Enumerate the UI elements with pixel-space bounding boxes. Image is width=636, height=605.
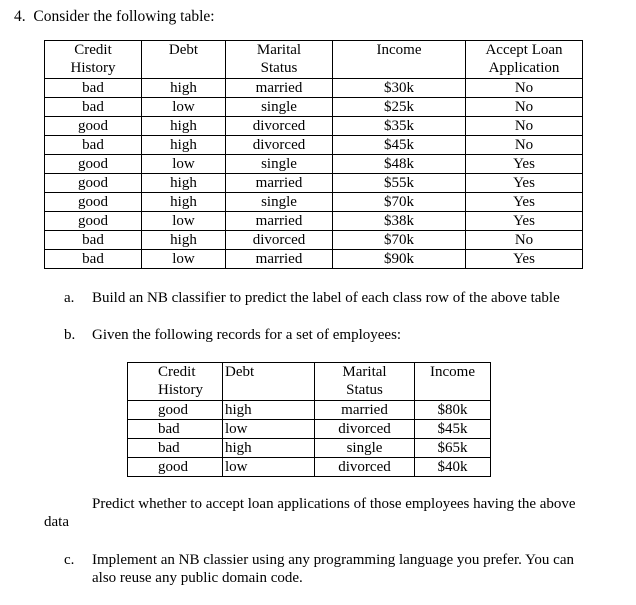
part-b-label: b. xyxy=(64,327,76,343)
table-cell: married xyxy=(226,174,333,193)
table-row xyxy=(45,212,583,231)
table-cell: low xyxy=(142,98,226,117)
table-cell: high xyxy=(142,193,226,212)
table-cell: bad xyxy=(45,79,142,98)
table-row xyxy=(45,231,583,250)
table-cell: $38k xyxy=(333,212,466,231)
table-cell: Yes xyxy=(466,193,583,212)
table-row xyxy=(128,439,491,458)
question-number: 4. xyxy=(14,8,26,25)
test-header-marital-status: Marital Status xyxy=(315,363,415,401)
table-cell: No xyxy=(466,231,583,250)
table-cell: married xyxy=(226,250,333,269)
part-b-instruction-cont: data xyxy=(44,514,69,530)
table-row xyxy=(45,79,583,98)
table-cell: single xyxy=(226,155,333,174)
training-table-header xyxy=(45,41,583,79)
table-cell: $25k xyxy=(333,98,466,117)
part-c-line1: Implement an NB classier using any programming language you prefer. You can xyxy=(92,552,574,568)
table-cell: No xyxy=(466,136,583,155)
table-cell: Yes xyxy=(466,250,583,269)
table-cell: $45k xyxy=(333,136,466,155)
table-cell: No xyxy=(466,79,583,98)
test-header-debt: Debt xyxy=(223,363,315,401)
table-cell: low xyxy=(223,458,315,477)
table-cell: low xyxy=(142,155,226,174)
table-cell: divorced xyxy=(226,136,333,155)
table-cell: married xyxy=(315,401,415,420)
table-cell: high xyxy=(142,231,226,250)
table-cell: Yes xyxy=(466,174,583,193)
part-b-instruction: Predict whether to accept loan applications of those employees having the above xyxy=(92,496,576,512)
question-title xyxy=(14,8,215,26)
header-marital-status: Marital Status xyxy=(226,41,333,79)
table-cell: $90k xyxy=(333,250,466,269)
table-cell: low xyxy=(142,212,226,231)
table-row xyxy=(45,117,583,136)
part-a-label: a. xyxy=(64,290,75,306)
test-header-income: Income xyxy=(415,363,491,401)
table-cell: good xyxy=(45,155,142,174)
table-cell: good xyxy=(45,212,142,231)
table-cell: bad xyxy=(45,250,142,269)
table-cell: $70k xyxy=(333,231,466,250)
table-cell: No xyxy=(466,98,583,117)
header-accept-loan: Accept Loan Application xyxy=(466,41,583,79)
table-cell: good xyxy=(45,117,142,136)
part-a-text: Build an NB classifier to predict the label of each class row of the above table xyxy=(92,290,560,306)
table-cell: $45k xyxy=(415,420,491,439)
table-row xyxy=(45,98,583,117)
table-cell: $55k xyxy=(333,174,466,193)
training-table xyxy=(44,40,583,269)
header-credit-history: Credit History xyxy=(45,41,142,79)
table-cell: bad xyxy=(128,439,223,458)
table-row xyxy=(45,174,583,193)
table-row xyxy=(45,136,583,155)
table-row xyxy=(128,401,491,420)
table-cell: Yes xyxy=(466,212,583,231)
table-cell: low xyxy=(223,420,315,439)
table-cell: high xyxy=(142,79,226,98)
table-cell: single xyxy=(226,193,333,212)
table-cell: Yes xyxy=(466,155,583,174)
table-row xyxy=(45,155,583,174)
table-cell: bad xyxy=(45,98,142,117)
table-cell: high xyxy=(142,174,226,193)
table-cell: divorced xyxy=(315,458,415,477)
table-cell: high xyxy=(142,117,226,136)
table-row xyxy=(128,420,491,439)
table-cell: No xyxy=(466,117,583,136)
table-cell: married xyxy=(226,79,333,98)
test-table-header xyxy=(128,363,491,401)
table-cell: $30k xyxy=(333,79,466,98)
table-cell: good xyxy=(128,458,223,477)
table-cell: good xyxy=(45,174,142,193)
table-cell: $80k xyxy=(415,401,491,420)
table-cell: high xyxy=(142,136,226,155)
table-cell: good xyxy=(128,401,223,420)
header-debt: Debt xyxy=(142,41,226,79)
table-cell: bad xyxy=(45,231,142,250)
table-row xyxy=(45,250,583,269)
table-cell: divorced xyxy=(226,117,333,136)
table-cell: high xyxy=(223,401,315,420)
table-cell: $70k xyxy=(333,193,466,212)
table-row xyxy=(45,193,583,212)
table-cell: divorced xyxy=(315,420,415,439)
table-cell: single xyxy=(226,98,333,117)
question-prompt: Consider the following table: xyxy=(33,8,215,25)
table-cell: low xyxy=(142,250,226,269)
table-cell: high xyxy=(223,439,315,458)
table-cell: bad xyxy=(45,136,142,155)
table-cell: $65k xyxy=(415,439,491,458)
table-cell: $35k xyxy=(333,117,466,136)
table-cell: $48k xyxy=(333,155,466,174)
table-row xyxy=(128,458,491,477)
table-cell: bad xyxy=(128,420,223,439)
test-table xyxy=(127,362,491,477)
part-b-text: Given the following records for a set of employees: xyxy=(92,327,402,343)
part-c-label: c. xyxy=(64,552,75,568)
test-header-credit-history: Credit History xyxy=(128,363,223,401)
table-cell: $40k xyxy=(415,458,491,477)
table-cell: single xyxy=(315,439,415,458)
table-cell: divorced xyxy=(226,231,333,250)
table-cell: good xyxy=(45,193,142,212)
table-cell: married xyxy=(226,212,333,231)
header-income: Income xyxy=(333,41,466,79)
part-c-line2: also reuse any public domain code. xyxy=(92,570,303,586)
